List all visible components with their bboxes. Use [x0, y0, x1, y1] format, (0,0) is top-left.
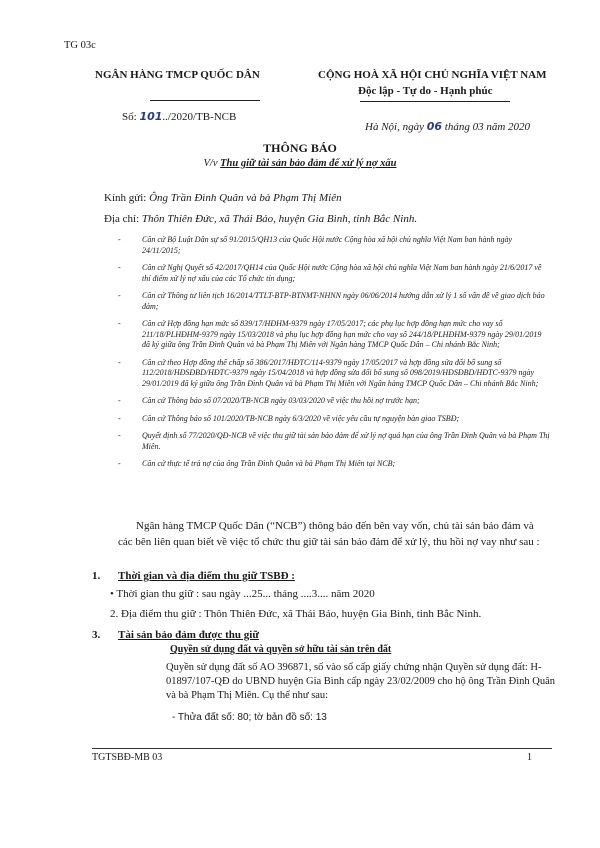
date-prefix: Hà Nội, ngày	[365, 121, 427, 133]
doc-number-prefix: Số:	[122, 111, 140, 123]
asset-description: Quyền sử dụng đất số AO 396871, số vào sổ cấp giấy chứng nhận Quyền sử dụng đất: H-01897/107-QĐ do UBND huyện Gia Bình cấp ngày 23/02/2009 cho hộ ông Trần Đình Quân và bà Phạm Thị Miên. Cụ thể như sau:	[166, 662, 556, 701]
address-label: Địa chỉ:	[104, 213, 142, 225]
national-motto: Độc lập - Tự do - Hạnh phúc	[358, 85, 493, 97]
recipient-name: Ông Trần Đình Quân và bà Phạm Thị Miên	[149, 192, 342, 204]
address-text: Thôn Thiên Đức, xã Thái Bảo, huyện Gia Bình, tỉnh Bắc Ninh.	[141, 213, 418, 225]
footer-divider	[92, 748, 552, 749]
notice-subject	[0, 158, 600, 169]
legal-basis-item: - Căn cứ Thông báo số 101/2020/TB-NCB ngày 6/3/2020 về việc yêu cầu tự nguyện bàn giao TSBĐ;	[118, 413, 460, 423]
motto-underline	[360, 101, 510, 102]
subject-prefix: V/v	[203, 158, 221, 169]
section-1-title: Thời gian và địa điểm thu giữ TSBĐ :	[118, 570, 295, 582]
recipient-line	[104, 192, 342, 204]
legal-basis-text: Căn cứ Thông tư liên tịch 16/2014/TTLT-BTP-BTNMT-NHNN ngày 06/06/2014 hướng dẫn xử lý 1 số vấn đề về giao dịch bảo đảm;	[142, 291, 545, 311]
legal-basis-text: Căn cứ Bộ Luật Dân sự số 91/2015/QH13 của Quốc Hội nước Cộng hòa xã hội chủ nghĩa Việt Nam ban hành ngày 24/11/2015;	[142, 235, 513, 255]
form-code: TG 03c	[64, 40, 96, 51]
section-1-number: 1.	[92, 570, 101, 582]
legal-basis-item: - Căn cứ Thông báo số 07/2020/TB-NCB ngày 03/03/2020 về việc thu hồi nợ trước hạn;	[118, 396, 420, 405]
intro-paragraph: Ngân hàng TMCP Quốc Dân (“NCB”) thông báo đến bên vay vốn, chủ tài sản bảo đảm và các bên liên quan biết về việc tổ chức thu giữ tài sản bảo đảm để xử lý, thu hồi nợ vay như sau :	[118, 520, 540, 548]
seizure-place: 2. Địa điểm thu giữ : Thôn Thiên Đức, xã Thái Bảo, huyện Gia Bình, tỉnh Bắc Ninh.	[110, 608, 482, 620]
section-1-heading	[92, 570, 295, 582]
section-3-number: 3.	[92, 629, 101, 641]
asset-subtitle: Quyền sử dụng đất và quyền sở hữu tài sản trên đất	[170, 644, 392, 655]
page-number: 1	[527, 752, 532, 763]
legal-basis-text: Căn cứ Thông báo số 101/2020/TB-NCB ngày 6/3/2020 về việc yêu cầu tự nguyện bàn giao TSBĐ;	[142, 413, 460, 423]
section-3-title: Tài sản bảo đảm được thu giữ	[118, 629, 259, 641]
legal-basis-item: - Quyết định số 77/2020/QĐ-NCB về việc thu giữ tài sản bảo đảm để xử lý nợ quá hạn của ông Trần Đình Quân và bà Phạm Thị Miên.	[118, 431, 550, 451]
legal-basis-item: - Căn cứ Hợp đồng hạn mức số 839/17/HĐHM-9379 ngày 17/05/2017; các phụ lục hợp đồng hạn mức cho vay số 211/18/PLHĐHM-9379 ngày 15/03/2018 và phụ lục hợp đồng hạn mức cho vay số 244/18/PLHĐHM-9379 ngày 29/01/2019 đã ký giữa ông Trần Đình Quân và bà Phạm Thị Miên với Ngân hàng TMCP Quốc Dân – Chi nhánh Bắc Ninh;	[118, 319, 542, 349]
legal-basis-text: Căn cứ Thông báo số 07/2020/TB-NCB ngày 03/03/2020 về việc thu hồi nợ trước hạn;	[142, 396, 420, 405]
legal-basis-text: Căn cứ Hợp đồng hạn mức số 839/17/HĐHM-9379 ngày 17/05/2017; các phụ lục hợp đồng hạn mức cho vay số 211/18/PLHĐHM-9379 ngày 15/03/2018 và phụ lục hợp đồng hạn mức cho vay số 244/18/PLHĐHM-9379 ngày 29/01/2019 đã ký giữa ông Trần Đình Quân và bà Phạm Thị Miên với Ngân hàng TMCP Quốc Dân – Chi nhánh Bắc Ninh;	[142, 319, 542, 349]
legal-basis-text: Căn cứ Nghị Quyết số 42/2017/QH14 của Quốc Hội nước Cộng hòa xã hội chủ nghĩa Việt Nam ban hành ngày 21/6/2017 về thí điểm xử lý nợ xấu của các Tổ chức tín dụng;	[142, 263, 542, 283]
bank-underline	[150, 100, 260, 101]
section-3-heading	[92, 629, 259, 641]
footer-code: TGTSBĐ-MB 03	[92, 752, 163, 763]
address-line	[104, 213, 417, 225]
document-number	[122, 110, 236, 123]
legal-basis-item: - Căn cứ theo Hợp đồng thế chấp số 386/2017/HĐTC/114-9379 ngày 17/05/2017 và hợp đồng sửa đổi bổ sung số 112/2018/HĐSĐBD/HĐTC-9379 ngày 15/04/2018 và hợp đồng sửa đổi bổ sung số 098/2019/HĐSĐBD/HĐTC-9379 ngày 29/01/2019 đã ký giữa ông Trần Đình Quân và bà Phạm Thị Miên với Ngân hàng TMCP Quốc Dân – Chi nhánh Bắc Ninh;	[118, 357, 539, 388]
doc-number-handwritten: 101	[139, 110, 163, 123]
date-suffix: tháng 03 năm 2020	[442, 121, 531, 133]
republic-heading: CỘNG HOÀ XÃ HỘI CHỦ NGHĨA VIỆT NAM	[318, 69, 547, 81]
bank-name: NGÂN HÀNG TMCP QUỐC DÂN	[95, 69, 260, 81]
legal-basis-item: - Căn cứ thực tế trả nợ của ông Trần Đình Quân và bà Phạm Thị Miên tại NCB;	[118, 459, 396, 468]
legal-basis-text: Quyết định số 77/2020/QĐ-NCB về việc thu giữ tài sản bảo đảm để xử lý nợ quá hạn của ông Trần Đình Quân và bà Phạm Thị Miên.	[142, 431, 550, 451]
legal-basis-item: - Căn cứ Nghị Quyết số 42/2017/QH14 của Quốc Hội nước Cộng hòa xã hội chủ nghĩa Việt Nam ban hành ngày 21/6/2017 về thí điểm xử lý nợ xấu của các Tổ chức tín dụng;	[118, 263, 542, 283]
seizure-time: • Thời gian thu giữ : sau ngày ...25... tháng ....3.... năm 2020	[110, 588, 375, 600]
doc-number-suffix: ../2020/TB-NCB	[162, 111, 237, 123]
date-day-handwritten: 06	[426, 120, 443, 133]
legal-basis-item: - Căn cứ Thông tư liên tịch 16/2014/TTLT-BTP-BTNMT-NHNN ngày 06/06/2014 hướng dẫn xử lý 1 số vấn đề về giao dịch bảo đảm;	[118, 291, 545, 311]
document-date	[365, 120, 530, 133]
legal-basis-text: Căn cứ theo Hợp đồng thế chấp số 386/2017/HĐTC/114-9379 ngày 17/05/2017 và hợp đồng sửa đổi bổ sung số 112/2018/HĐSĐBD/HĐTC-9379 ngày 15/04/2018 và hợp đồng sửa đổi bổ sung số 098/2019/HĐSĐBD/HĐTC-9379 ngày 29/01/2019 đã ký giữa ông Trần Đình Quân và bà Phạm Thị Miên với Ngân hàng TMCP Quốc Dân – Chi nhánh Bắc Ninh;	[142, 357, 539, 388]
notice-title: THÔNG BÁO	[263, 141, 337, 155]
plot-info: - Thửa đất số: 80; tờ bản đồ số: 13	[172, 712, 327, 723]
legal-basis-text: Căn cứ thực tế trả nợ của ông Trần Đình Quân và bà Phạm Thị Miên tại NCB;	[142, 459, 396, 468]
legal-basis-item: - Căn cứ Bộ Luật Dân sự số 91/2015/QH13 của Quốc Hội nước Cộng hòa xã hội chủ nghĩa Việt Nam ban hành ngày 24/11/2015;	[118, 235, 513, 255]
legal-bases-list	[118, 235, 550, 477]
subject-text: Thu giữ tài sản bảo đảm để xử lý nợ xấu	[220, 158, 397, 169]
recipient-label: Kính gửi:	[104, 192, 150, 204]
